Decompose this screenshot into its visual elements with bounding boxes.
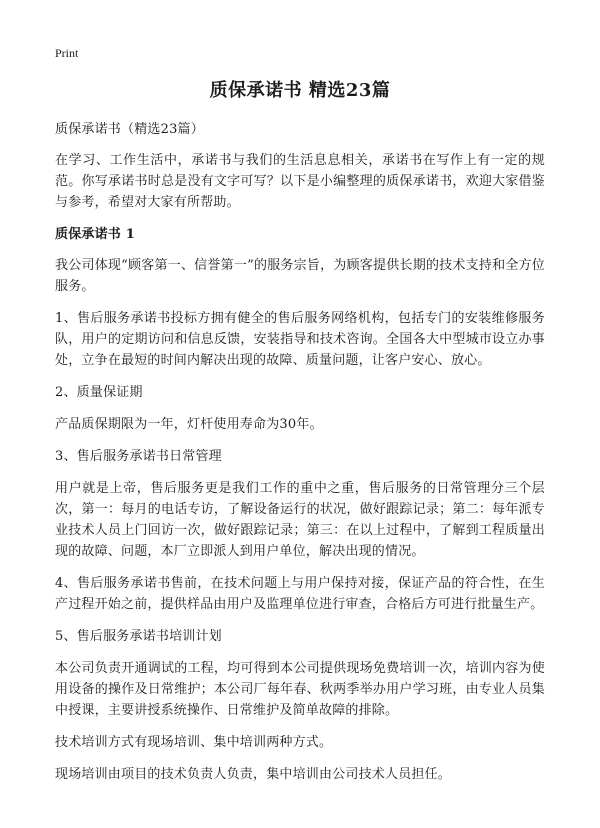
- document-subtitle: 质保承诺书（精选23篇）: [55, 122, 204, 137]
- paragraph: 用户就是上帝，售后服务更是我们工作的重中之重，售后服务的日常管理分三个层次，第一：每月的电话专访，了解设备运行的状况，做好跟踪记录；第二：每年派专业技术人员上门回访一次，做好跟踪记录；第三：在以上过程中，了解到工程质量出现的故障、问题，本厂立即派人到用户单位，解决出现的情况。: [55, 481, 545, 559]
- print-link[interactable]: Print: [55, 46, 79, 60]
- paragraph: 产品质保期限为一年，灯杆使用寿命为30年。: [55, 417, 323, 432]
- paragraph: 3、售后服务承诺书日常管理: [55, 449, 222, 464]
- paragraph: 4、售后服务承诺书售前，在技术问题上与用户保持对接，保证产品的符合性，在生产过程开始之前，提供样品由用户及监理单位进行审查，合格后方可进行批量生产。: [55, 576, 545, 612]
- paragraph: 技术培训方式有现场培训、集中培训两种方式。: [55, 735, 333, 750]
- paragraph: 本公司负责开通调试的工程，均可得到本公司提供现场免费培训一次，培训内容为使用设备的操作及日常维护；本公司厂每年春、秋两季举办用户学习班，由专业人员集中授课，主要讲授系统操作、日常维护及简单故障的排除。: [55, 661, 545, 718]
- paragraph: 5、售后服务承诺书培训计划: [55, 629, 222, 644]
- paragraph: 2、质量保证期: [55, 385, 143, 400]
- paragraph: 1、售后服务承诺书投标方拥有健全的售后服务网络机构，包括专门的安装维修服务队，用户的定期访问和信息反馈，安装指导和技术咨询。全国各大中型城市设立办事处，立争在最短的时间内解决出现的故障、质量问题，让客户安心、放心。: [55, 311, 545, 368]
- paragraph: 现场培训由项目的技术负责人负责，集中培训由公司技术人员担任。: [55, 767, 452, 782]
- intro-paragraph: 在学习、工作生活中，承诺书与我们的生活息息相关，承诺书在写作上有一定的规范。你写承诺书时总是没有文字可写？以下是小编整理的质保承诺书，欢迎大家借鉴与参考，希望对大家有所帮助。: [55, 153, 545, 210]
- page-title: 质保承诺书 精选23篇: [209, 80, 391, 101]
- paragraph: 我公司体现“顾客第一、信誉第一”的服务宗旨，为顾客提供长期的技术支持和全方位服务。: [55, 258, 545, 294]
- document-body: [55, 119, 545, 796]
- section-heading: 质保承诺书 1: [55, 227, 135, 242]
